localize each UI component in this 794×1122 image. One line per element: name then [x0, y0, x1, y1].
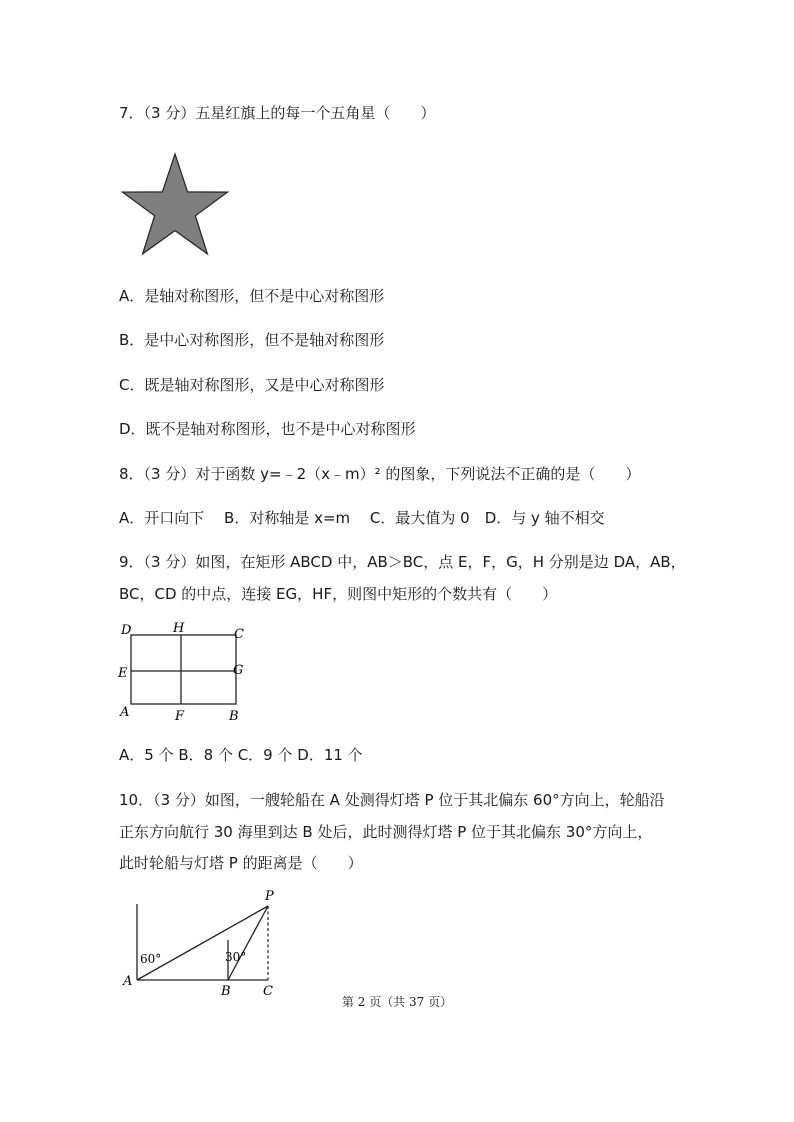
label-b: B [229, 709, 239, 724]
label-h: H [173, 621, 185, 636]
label-g: G [233, 663, 244, 678]
q10-stem-line-3: 此时轮船与灯塔 P 的距离是（ ） [119, 854, 363, 872]
label-f: F [175, 709, 185, 724]
label-c: C [263, 984, 273, 998]
q7-option-d[interactable]: D．既不是轴对称图形，也不是中心对称图形 [119, 420, 416, 438]
q7-option-c[interactable]: C．既是轴对称图形，又是中心对称图形 [119, 376, 385, 394]
q7-option-b[interactable]: B．是中心对称图形，但不是轴对称图形 [119, 331, 385, 349]
label-b: B [221, 984, 231, 998]
label-a: A [123, 974, 133, 989]
five-pointed-star [123, 154, 228, 254]
label-a: A [120, 705, 130, 720]
q9-rectangle-figure [115, 618, 250, 726]
page-footer: 第 2 页（共 37 页） [341, 995, 453, 1009]
q9-stem-line-1: 9．（3 分）如图，在矩形 ABCD 中，AB＞BC，点 E，F，G，H 分别是边 DA，AB， [119, 553, 686, 571]
q10-stem-line-1: 10．（3 分）如图，一艘轮船在 A 处测得灯塔 P 位于其北偏东 60°方向上，轮船沿 [119, 791, 665, 809]
q8-stem: 8．（3 分）对于函数 y=﹣2（x﹣m）² 的图象，下列说法不正确的是（ ） [119, 465, 641, 483]
q7-star-figure [120, 152, 230, 256]
q9-stem-line-2: BC，CD 的中点，连接 EG，HF，则图中矩形的个数共有（ ） [119, 585, 558, 603]
q9-options[interactable]: A．5 个 B．8 个 C．9 个 D．11 个 [119, 746, 363, 764]
angle-60-label: 60° [140, 952, 162, 966]
q10-stem-line-2: 正东方向航行 30 海里到达 B 处后，此时测得灯塔 P 位于其北偏东 30°方向上， [119, 823, 653, 841]
label-e: E [118, 666, 128, 681]
q8-options[interactable]: A．开口向下 B．对称轴是 x=m C．最大值为 0 D．与 y 轴不相交 [119, 509, 605, 527]
angle-30-label: 30° [225, 950, 247, 964]
label-c: C [234, 627, 244, 642]
q7-stem: 7．（3 分）五星红旗上的每一个五角星（ ） [119, 104, 436, 122]
rectangle-abcd [131, 635, 236, 704]
label-d: D [121, 623, 132, 638]
label-p: P [265, 889, 274, 904]
q10-lighthouse-figure [115, 886, 290, 998]
q7-option-a[interactable]: A．是轴对称图形，但不是中心对称图形 [119, 287, 385, 305]
